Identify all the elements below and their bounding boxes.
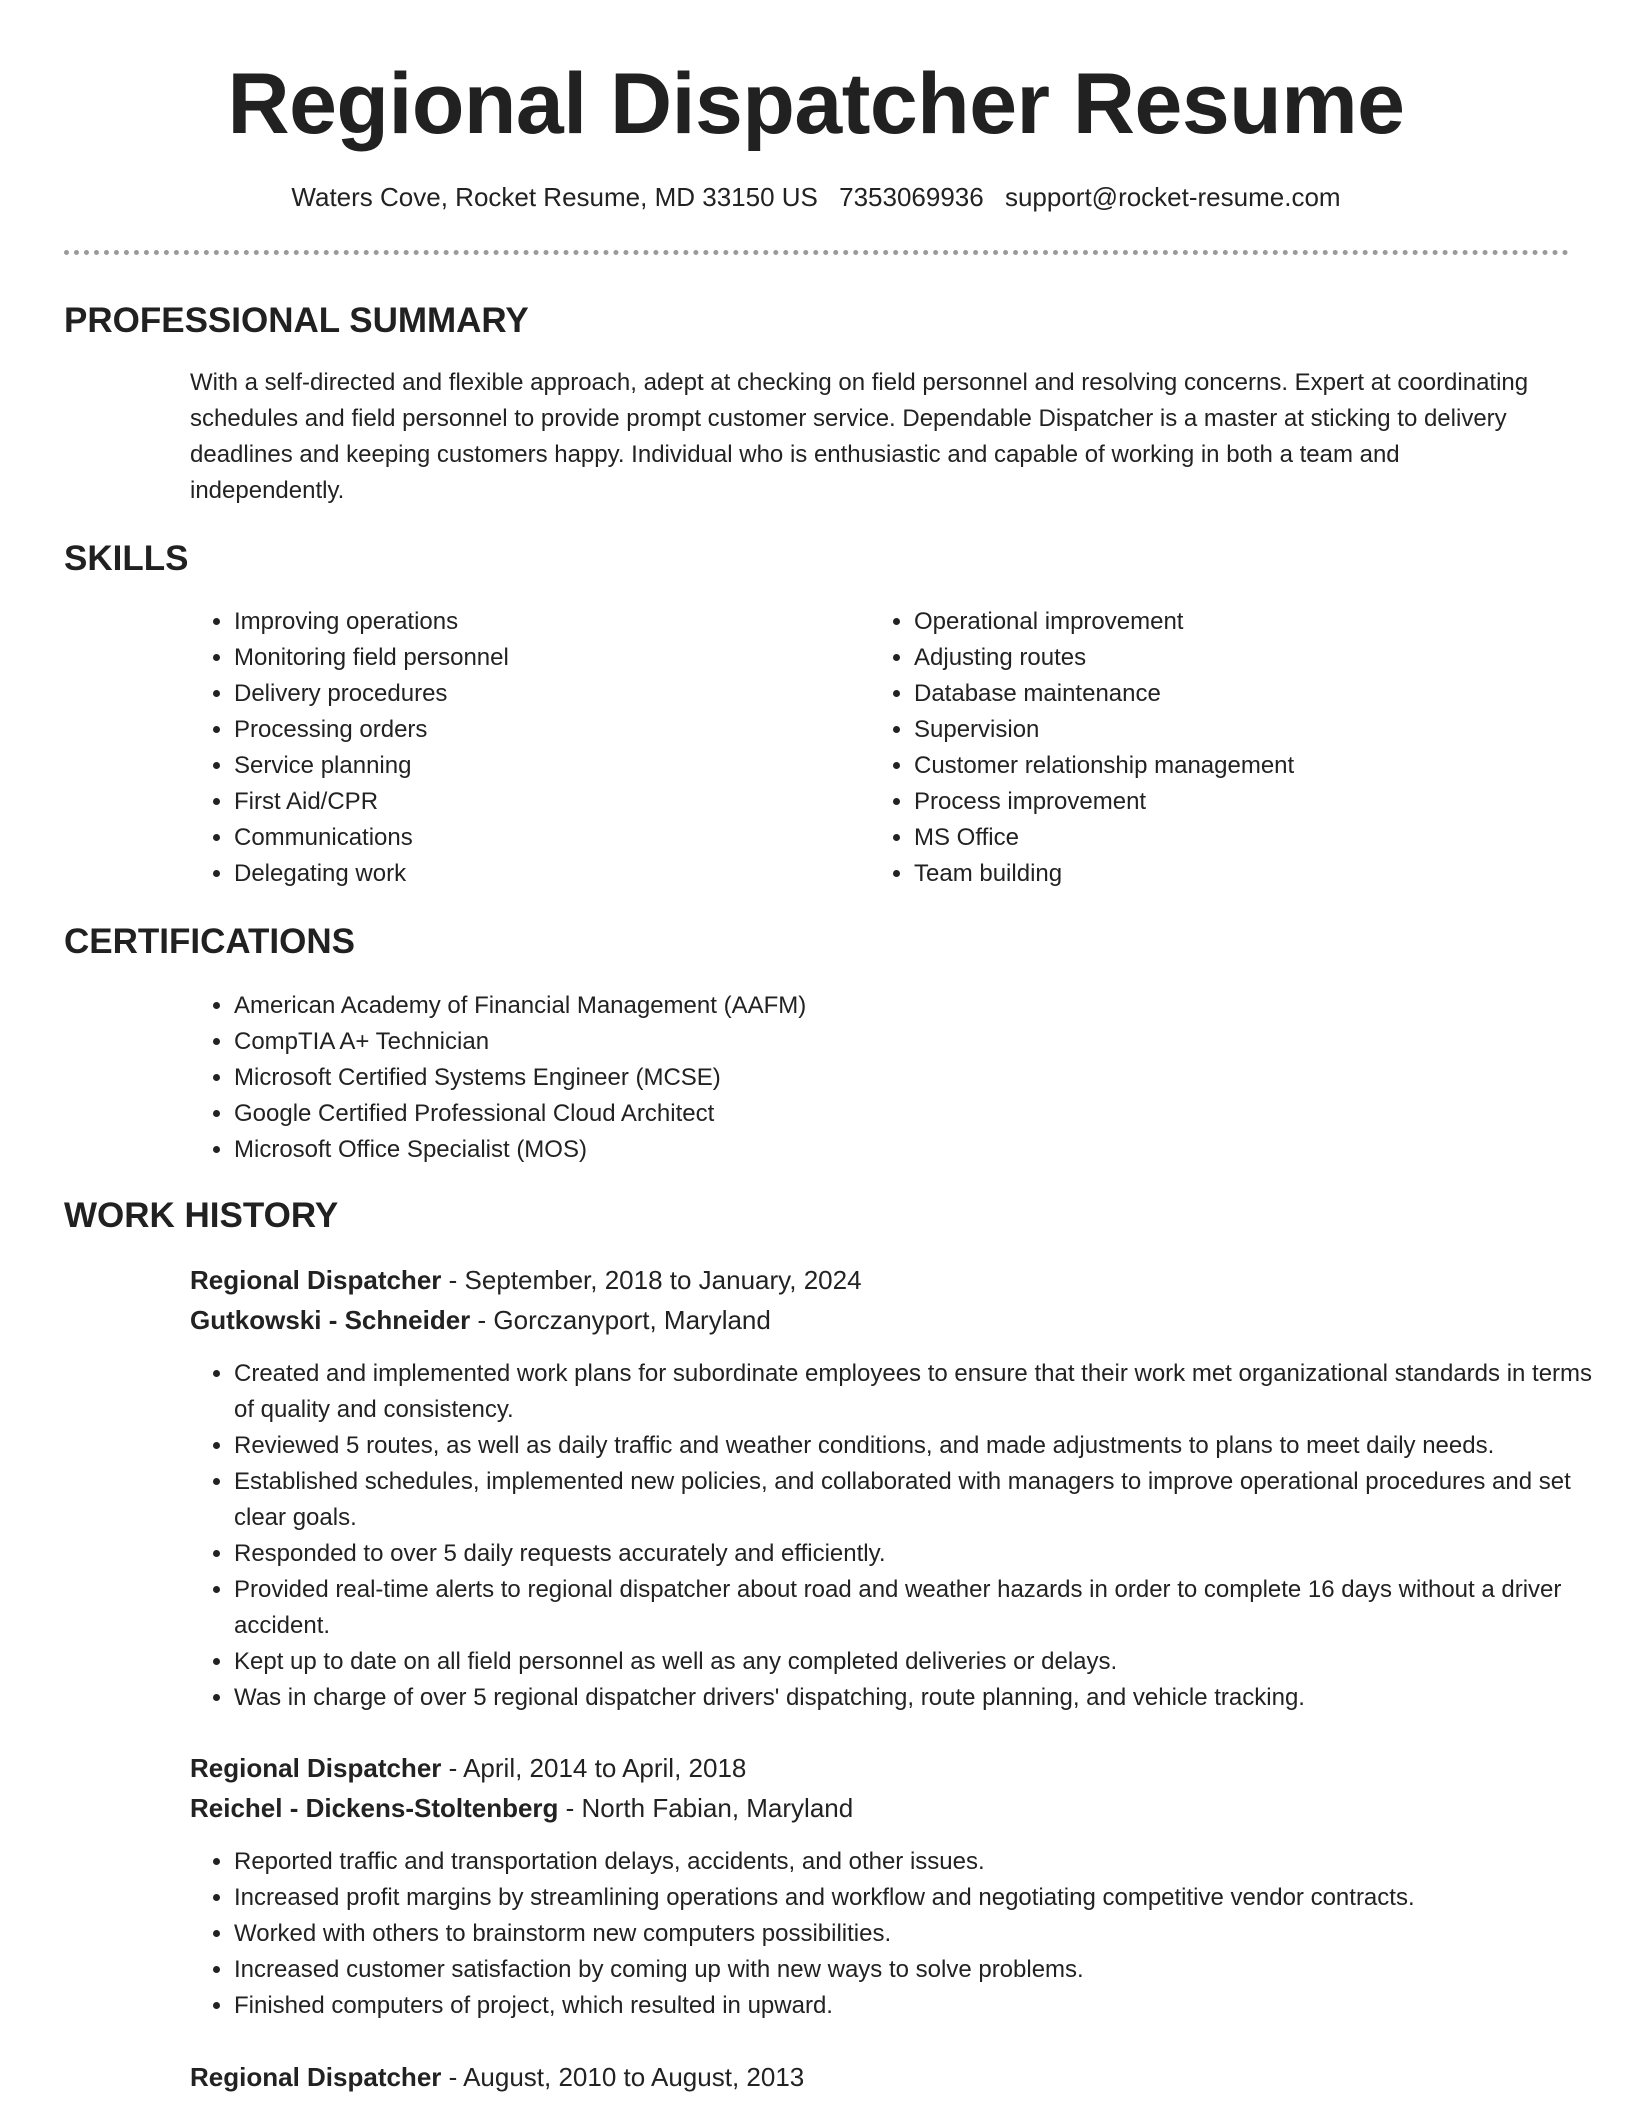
section-title-certifications: CERTIFICATIONS	[64, 922, 356, 961]
resume-title: Regional Dispatcher Resume	[227, 56, 1405, 152]
certifications-list	[190, 988, 1604, 1168]
list-item: • Delivery procedures	[234, 676, 834, 712]
list-item: • Microsoft Certified Systems Engineer (MCSE)	[234, 1060, 1604, 1096]
list-item: • Finished computers of project, which resulted in upward.	[234, 1988, 1604, 2024]
list-item: • Worked with others to brainstorm new computers possibilities.	[234, 1916, 1604, 1952]
skills-list-right	[870, 604, 1604, 892]
section-title-work-history: WORK HISTORY	[64, 1196, 339, 1235]
list-item: • Database maintenance	[914, 676, 1604, 712]
job-location: - Gorczanyport, Maryland	[470, 1305, 771, 1335]
skills-list-left	[190, 604, 834, 892]
section-title-skills: SKILLS	[64, 539, 189, 578]
list-item: • Supervision	[914, 712, 1604, 748]
list-item: • Created and implemented work plans for subordinate employees to ensure that their work met organizational standards in terms of quality and consistency.	[234, 1356, 1604, 1428]
list-item: • Increased customer satisfaction by coming up with new ways to solve problems.	[234, 1952, 1604, 1988]
list-item: • Process improvement	[914, 784, 1604, 820]
list-item: • Kept up to date on all field personnel as well as any completed deliveries or delays.	[234, 1644, 1604, 1680]
contact-address: Waters Cove, Rocket Resume, MD 33150 US	[291, 182, 818, 212]
job-dates: - September, 2018 to January, 2024	[441, 1265, 862, 1295]
list-item: • Microsoft Office Specialist (MOS)	[234, 1132, 1604, 1168]
job-company-line	[190, 1790, 853, 1826]
job-role: Regional Dispatcher	[190, 1265, 442, 1295]
list-item: • CompTIA A+ Technician	[234, 1024, 1604, 1060]
job-company: Gutkowski - Schneider	[190, 1305, 471, 1335]
contact-phone: 7353069936	[839, 182, 984, 212]
summary-text: With a self-directed and flexible approach, adept at checking on field personnel and resolving concerns. Expert at coordinating schedules and field personnel to provide prompt customer service. Dependable Dispatcher is a master at sticking to delivery deadlines and keeping customers happy. Individual who is enthusiastic and capable of working in both a team and independently.	[190, 369, 1529, 504]
list-item: • Google Certified Professional Cloud Architect	[234, 1096, 1604, 1132]
list-item: • Communications	[234, 820, 834, 856]
list-item: • Delegating work	[234, 856, 834, 892]
job-role: Regional Dispatcher	[190, 2062, 442, 2092]
list-item: • Was in charge of over 5 regional dispatcher drivers' dispatching, route planning, and vehicle tracking.	[234, 1680, 1604, 1716]
list-item: • Operational improvement	[914, 604, 1604, 640]
job-dates: - August, 2010 to August, 2013	[441, 2062, 805, 2092]
job-dates: - April, 2014 to April, 2018	[441, 1753, 747, 1783]
job-role-line	[190, 1262, 862, 1298]
job-location: - North Fabian, Maryland	[558, 1793, 854, 1823]
job-role-line	[190, 1750, 746, 1786]
list-item: • Customer relationship management	[914, 748, 1604, 784]
list-item: • Improving operations	[234, 604, 834, 640]
list-item: • Reported traffic and transportation delays, accidents, and other issues.	[234, 1844, 1604, 1880]
list-item: • Processing orders	[234, 712, 834, 748]
list-item: • Increased profit margins by streamlining operations and workflow and negotiating competitive vendor contracts.	[234, 1880, 1604, 1916]
list-item: • Provided real-time alerts to regional dispatcher about road and weather hazards in order to complete 16 days without a driver accident.	[234, 1572, 1604, 1644]
job-bullets	[190, 1356, 1604, 1716]
list-item: • Reviewed 5 routes, as well as daily traffic and weather conditions, and made adjustments to plans to meet daily needs.	[234, 1428, 1604, 1464]
header-divider	[64, 250, 1569, 255]
job-company-line	[190, 1302, 771, 1338]
job-role-line	[190, 2059, 804, 2095]
list-item: • Service planning	[234, 748, 834, 784]
section-title-summary: PROFESSIONAL SUMMARY	[64, 301, 529, 340]
list-item: • American Academy of Financial Management (AAFM)	[234, 988, 1604, 1024]
contact-email: support@rocket-resume.com	[1004, 182, 1341, 212]
job-role: Regional Dispatcher	[190, 1753, 442, 1783]
list-item: • Monitoring field personnel	[234, 640, 834, 676]
list-item: • Adjusting routes	[914, 640, 1604, 676]
list-item: • MS Office	[914, 820, 1604, 856]
list-item: • Team building	[914, 856, 1604, 892]
contact-info	[0, 180, 1632, 214]
job-bullets	[190, 1844, 1604, 2024]
list-item: • Established schedules, implemented new policies, and collaborated with managers to improve operational procedures and set clear goals.	[234, 1464, 1604, 1536]
list-item: • First Aid/CPR	[234, 784, 834, 820]
list-item: • Responded to over 5 daily requests accurately and efficiently.	[234, 1536, 1604, 1572]
job-company: Reichel - Dickens-Stoltenberg	[190, 1793, 559, 1823]
